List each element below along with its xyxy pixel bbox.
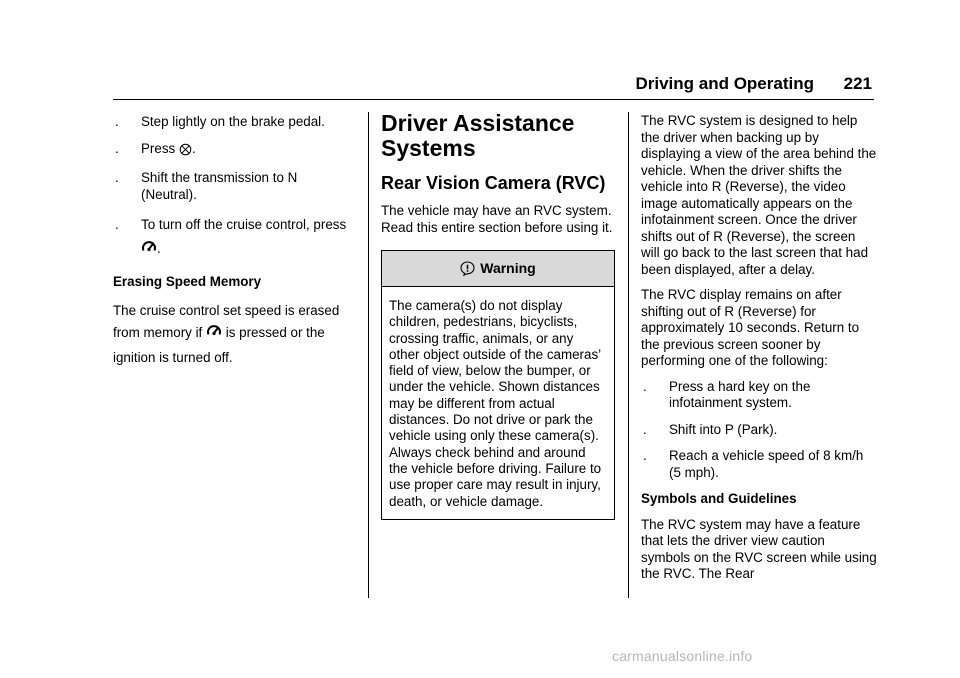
period: . [157,241,161,256]
paragraph-text: is pressed or the ignition is turned off. [113,324,325,365]
page-header [113,70,874,100]
list-item [113,114,353,131]
cruise-control-icon [206,324,222,347]
bullet-dot: . [115,114,119,129]
paragraph: The RVC system may have a feature that lets the driver view caution symbols on the RVC screen while using the RVC. The Rear [641,516,877,581]
column-divider [368,112,369,598]
list-item-text: To turn off the cruise control, press [141,217,347,232]
paragraph [113,300,353,369]
list-item [113,170,353,203]
paragraph-intro: The vehicle may have an RVC system. Read this entire section before using it. [381,203,613,235]
warning-header [382,251,614,287]
list-item-text: Shift the transmission to N (Neutral). [141,170,298,202]
bullet-dot: . [643,421,647,437]
column-divider [628,112,629,598]
section-title: Driving and Operating [635,74,814,93]
page-number: 221 [843,74,872,93]
list-item [113,141,353,161]
warning-title: Warning [480,260,536,277]
column-1 [113,114,353,378]
heading-rear-vision-camera: Rear Vision Camera (RVC) [381,173,606,193]
list-item [641,379,877,412]
list-item [641,422,877,439]
cruise-cancel-icon [179,143,192,161]
column-2 [381,111,615,520]
paragraph-text: The cruise control set speed is erased from memory if [113,302,340,340]
list-item-text: Step lightly on the brake pedal. [141,114,325,129]
subheading-erasing-speed-memory: Erasing Speed Memory [113,274,262,289]
subheading-symbols-and-guidelines: Symbols and Guidelines [641,491,797,506]
bullet-dot: . [115,140,119,156]
column-3 [641,113,877,592]
list-item-text: Reach a vehicle speed of 8 km/h (5 mph). [669,448,864,480]
warning-icon [460,261,475,276]
watermark: carmanualsonline.info [612,648,753,664]
list-item-text: Press [141,140,176,156]
warning-box [381,250,615,520]
list-item-text: Press a hard key on the infotainment system. [669,378,811,410]
period: . [191,140,196,156]
list-item [113,213,353,264]
list-item-text: Shift into P (Park). [669,421,778,437]
cruise-control-icon [141,240,157,264]
paragraph: The RVC system is designed to help the driver when backing up by displaying a view of the area behind the vehicle. When the driver shifts the vehicle into R (Reverse), the video image automatically appears on the infotainment screen. Once the driver shifts out of R (Reverse), the screen will go back to the last screen that had been displayed, after a delay. [641,113,877,277]
bullet-dot: . [115,217,119,232]
heading-driver-assistance-systems: Driver Assistance Systems [381,110,575,161]
paragraph: The RVC display remains on after shifting out of R (Reverse) for approximately 10 seconds. Return to the previous screen sooner by performing one of the following: [641,287,860,368]
bullet-dot: . [643,378,647,394]
list-item [641,448,877,481]
warning-text: The camera(s) do not display children, pedestrians, bicyclists, crossing traffic, animals, or any other object outside of the cameras’ field of view, below the bumper, or under the vehicle. Shown distances may be different from actual distances. Do not drive or park the vehicle using only these camera(s). Always check behind and around the vehicle before driving. Failure to use proper care may result in injury, death, or vehicle damage. [389,298,602,509]
bullet-dot: . [643,448,647,463]
bullet-dot: . [115,170,119,185]
